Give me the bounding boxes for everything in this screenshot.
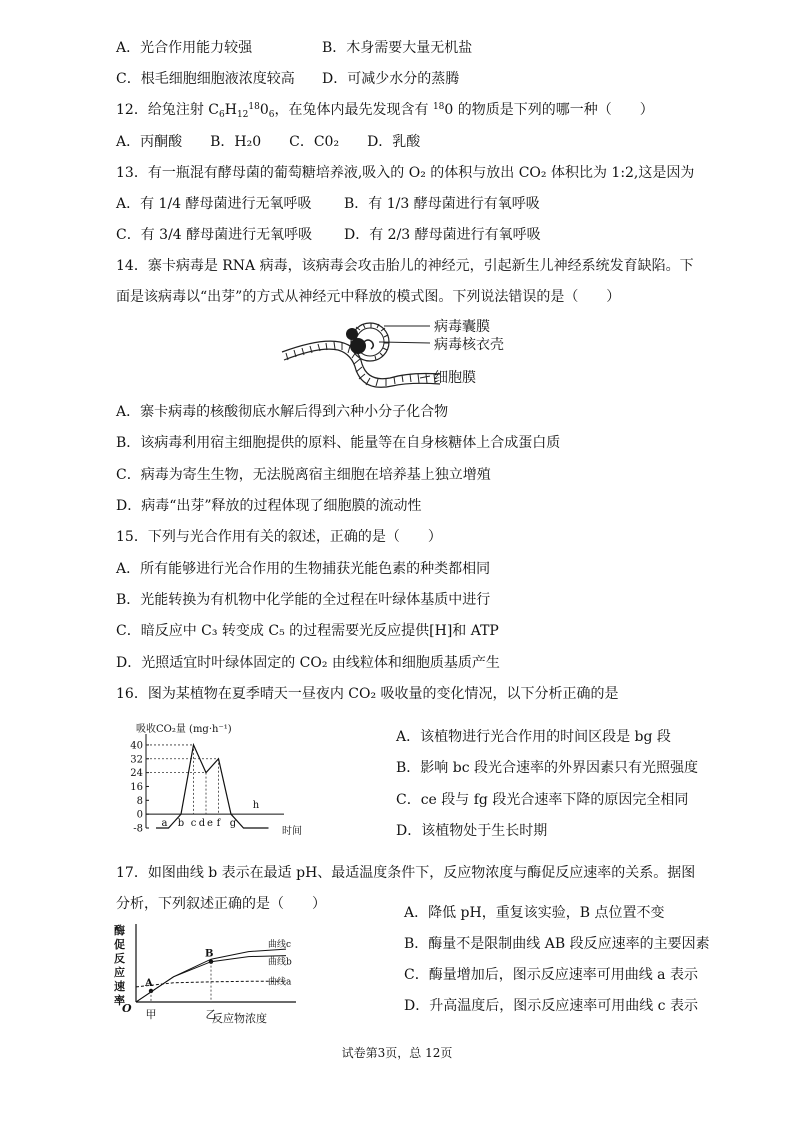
chart17-ylabel-char: 速 [114,980,125,993]
q13-option-b: B．有 1/3 酵母菌进行有氧呼吸 [344,196,540,212]
virus-budding-figure [280,312,520,404]
chart17-xlabel: 反应物浓度 [212,1012,267,1024]
q13-option-a: A．有 1/4 酵母菌进行无氧呼吸 [116,196,312,212]
chart17-ylabel-char: 率 [114,994,125,1007]
chart16-curve [156,745,269,828]
chart16-ytick-label: 40 [130,740,143,752]
chart16-ytick-label: 32 [130,754,143,766]
chart17-point-b-label: B [205,948,214,960]
q12-stem: 12．给兔注射 $C_6H_{12}^{18}0_6$，在兔体内最先发现含有 $^{18}$0 的物质是下列的哪一种（ ） [116,102,654,120]
enzyme-rate-chart [112,918,312,1024]
q11-option-d: D．可减少水分的蒸腾 [322,71,460,87]
q15-option-a: A．所有能够进行光合作用的生物捕获光能色素的种类都相同 [116,561,491,577]
q16-option-a: A．该植物进行光合作用的时间区段是 bg 段 [396,729,671,745]
chart16-ytick-label: 8 [136,795,143,807]
q15-stem: 15．下列与光合作用有关的叙述，正确的是（ ） [116,529,442,545]
chart17-point-a-label: A [145,977,153,989]
q11-option-c: C．根毛细胞细胞液浓度较高 [116,71,295,87]
co2-absorption-chart [116,718,316,840]
chart17-xtick-yi: 乙 [205,1008,217,1021]
q17-stem-line1: 17．如图曲线 b 表示在最适 pH、最适温度条件下，反应物浓度与酶促反应速率的关系。据图 [116,865,696,881]
chart16-point-label: c [190,818,197,830]
chart16-ytick-label: 0 [136,809,143,821]
q16-stem: 16．图为某植物在夏季晴天一昼夜内 CO₂ 吸收量的变化情况，以下分析正确的是 [116,686,619,702]
q17-option-c: C．酶量增加后，图示反应速率可用曲线 a 表示 [404,967,698,983]
q16-option-b: B．影响 bc 段光合速率的外界因素只有光照强度 [396,760,698,776]
q16-option-c: C．ce 段与 fg 段光合速率下降的原因完全相同 [396,792,689,808]
chart16-point-label: h [252,800,260,812]
q13-option-c: C．有 3/4 酵母菌进行无氧呼吸 [116,227,313,243]
chart16-point-label: b [177,818,185,830]
q16-option-d: D．该植物处于生长时期 [396,823,548,839]
chart17-ylabel-char: 反 [114,952,125,965]
chart16-point-label: f [216,818,221,830]
label-virus-capsid: 病毒核衣壳 [434,337,504,353]
q11-option-b: B．木身需要大量无机盐 [322,40,473,56]
chart17-ylabel-char: 应 [114,966,125,979]
label-cell-membrane: 细胞膜 [434,370,476,386]
q17-option-d: D．升高温度后，图示反应速率可用曲线 c 表示 [404,998,698,1014]
q14-option-d: D．病毒“出芽”释放的过程体现了细胞膜的流动性 [116,498,422,514]
chart17-xtick-jia: 甲 [145,1008,157,1021]
q15-option-b: B．光能转换为有机物中化学能的全过程在叶绿体基质中进行 [116,592,491,608]
chart17-origin: O [122,1002,132,1015]
chart16-ytick-label: -8 [133,823,143,835]
chart17-ylabel-char: 酶 [114,924,125,937]
q17-option-a: A．降低 pH，重复该实验，B 点位置不变 [404,905,665,921]
q14-option-a: A．寨卡病毒的核酸彻底水解后得到六种小分子化合物 [116,404,449,420]
chart16-xlabel: 时间 [282,826,302,837]
label-virus-envelope: 病毒囊膜 [434,319,490,335]
page-footer: 试卷第3页，总 12页 [341,1046,453,1060]
q15-option-c: C．暗反应中 C₃ 转变成 C₅ 的过程需要光反应提供[H]和 ATP [116,623,499,639]
chart16-point-label: a [161,818,168,830]
q11-option-a: A．光合作用能力较强 [116,40,253,56]
q17-option-b: B．酶量不是限制曲线 AB 段反应速率的主要因素 [404,936,710,952]
chart17-series-label: 曲线c [268,940,292,951]
chart17-ylabel-char: 促 [114,938,125,951]
chart16-ylabel: 吸收CO₂量 (mg·h⁻¹) [136,724,232,735]
chart16-ytick-label: 24 [130,768,143,780]
chart16-point-label: e [207,818,213,830]
chart16-point-label: g [229,818,237,830]
q14-stem-line2: 面是该病毒以“出芽”的方式从神经元中释放的模式图。下列说法错误的是（ ） [116,289,621,305]
chart16-point-label: d [198,818,206,830]
q13-stem: 13．有一瓶混有酵母菌的葡萄糖培养液,吸入的 O₂ 的体积与放出 CO₂ 体积比为 1:2,这是因为 [116,165,695,181]
chart16-ytick-label: 16 [130,781,143,793]
q14-option-b: B．该病毒利用宿主细胞提供的原料、能量等在自身核糖体上合成蛋白质 [116,435,561,451]
q14-option-c: C．病毒为寄生生物，无法脱离宿主细胞在培养基上独立增殖 [116,467,491,483]
q15-option-d: D．光照适宜时叶绿体固定的 CO₂ 由线粒体和细胞质基质产生 [116,655,500,671]
q13-option-d: D．有 2/3 酵母菌进行有氧呼吸 [344,227,541,243]
chart17-series-label: 曲线a [268,977,292,988]
q17-stem-line2: 分析，下列叙述正确的是（ ） [116,896,326,912]
q12-options: A．丙酮酸 B．H₂0 C．C0₂ D．乳酸 [116,134,421,150]
q14-stem-line1: 14．寨卡病毒是 RNA 病毒，该病毒会攻击胎儿的神经元，引起新生儿神经系统发育缺陷。下 [116,258,694,274]
chart17-series-label: 曲线b [268,957,292,968]
